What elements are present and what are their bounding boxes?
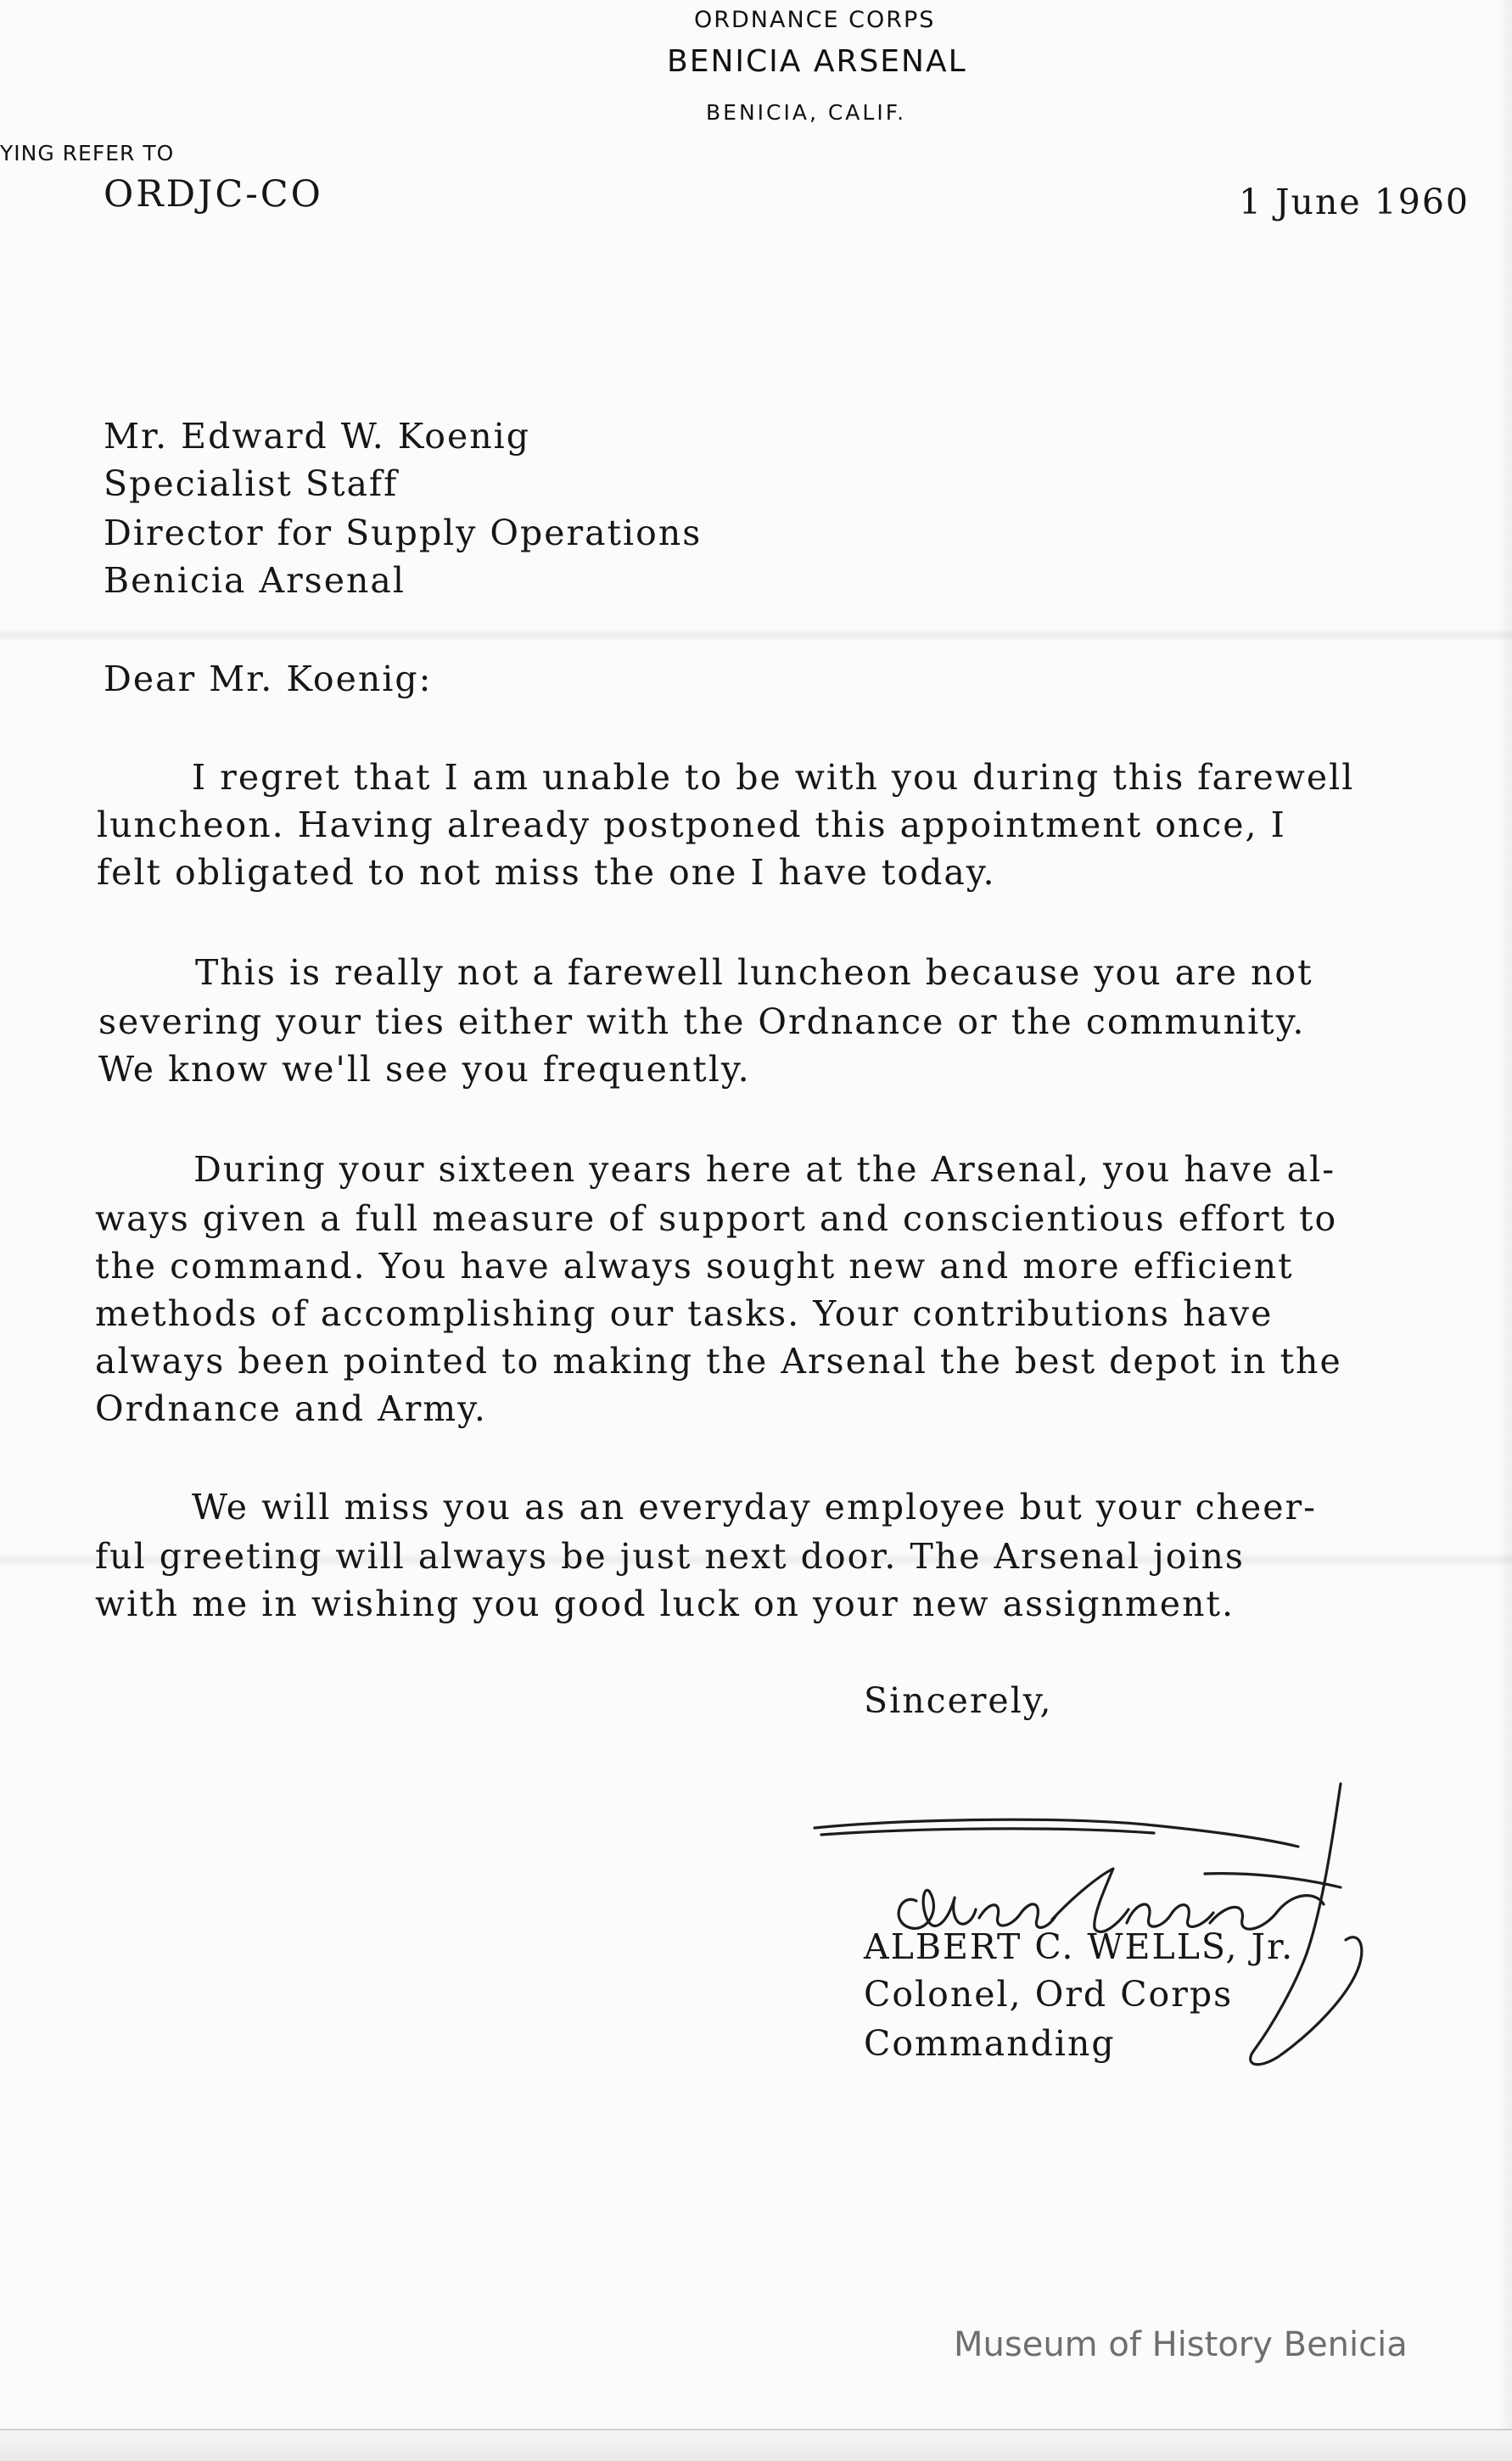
recipient-line: Benicia Arsenal <box>104 560 406 601</box>
letterhead-arsenal: BENICIA ARSENAL <box>667 44 967 79</box>
reference-code: ORDJC-CO <box>104 173 323 216</box>
signer-rank: Colonel, Ord Corps <box>864 1974 1234 2015</box>
paragraph-line: ful greeting will always be just next door. The Arsenal joins <box>95 1536 1245 1577</box>
signer-name: ALBERT C. WELLS, Jr. <box>864 1926 1295 1967</box>
paragraph-line: felt obligated to not miss the one I have today. <box>97 852 996 893</box>
paragraph-line: methods of accomplishing our tasks. Your contributions have <box>95 1293 1274 1334</box>
paragraph-line: severing your ties either with the Ordnance or the community. <box>98 1001 1306 1042</box>
signer-title: Commanding <box>864 2023 1116 2064</box>
museum-watermark: Museum of History Benicia <box>954 2325 1408 2364</box>
letterhead-refer-label: YING REFER TO <box>0 141 175 165</box>
paragraph-line: with me in wishing you good luck on your new assignment. <box>95 1584 1235 1624</box>
paragraph-line: Ordnance and Army. <box>95 1388 487 1429</box>
recipient-name: Mr. Edward W. Koenig <box>104 416 531 457</box>
paragraph-line: luncheon. Having already postponed this appointment once, I <box>97 804 1286 845</box>
paper-bottom-edge <box>0 2429 1512 2461</box>
paragraph-line: I regret that I am unable to be with you during this farewell <box>192 757 1355 798</box>
paragraph-line: During your sixteen years here at the Arsenal, you have al- <box>193 1149 1336 1190</box>
closing: Sincerely, <box>864 1680 1053 1721</box>
recipient-line: Director for Supply Operations <box>104 513 703 553</box>
paragraph-line: This is really not a farewell luncheon because you are not <box>195 952 1313 993</box>
paragraph-line: We will miss you as an everyday employee but your cheer- <box>192 1487 1317 1528</box>
recipient-line: Specialist Staff <box>104 463 399 504</box>
salutation: Dear Mr. Koenig: <box>104 659 433 699</box>
paragraph-line: the command. You have always sought new and more efficient <box>95 1246 1294 1287</box>
letter-date: 1 June 1960 <box>1239 182 1470 222</box>
paragraph-line: We know we'll see you frequently. <box>98 1049 751 1090</box>
paper-edge-shadow <box>1497 0 1512 2459</box>
letterhead-corps: ORDNANCE CORPS <box>694 7 936 33</box>
paragraph-line: always been pointed to making the Arsenal the best depot in the <box>95 1341 1342 1382</box>
paragraph-line: ways given a full measure of support and conscientious effort to <box>95 1198 1338 1239</box>
letterhead-city: BENICIA, CALIF. <box>706 100 907 125</box>
